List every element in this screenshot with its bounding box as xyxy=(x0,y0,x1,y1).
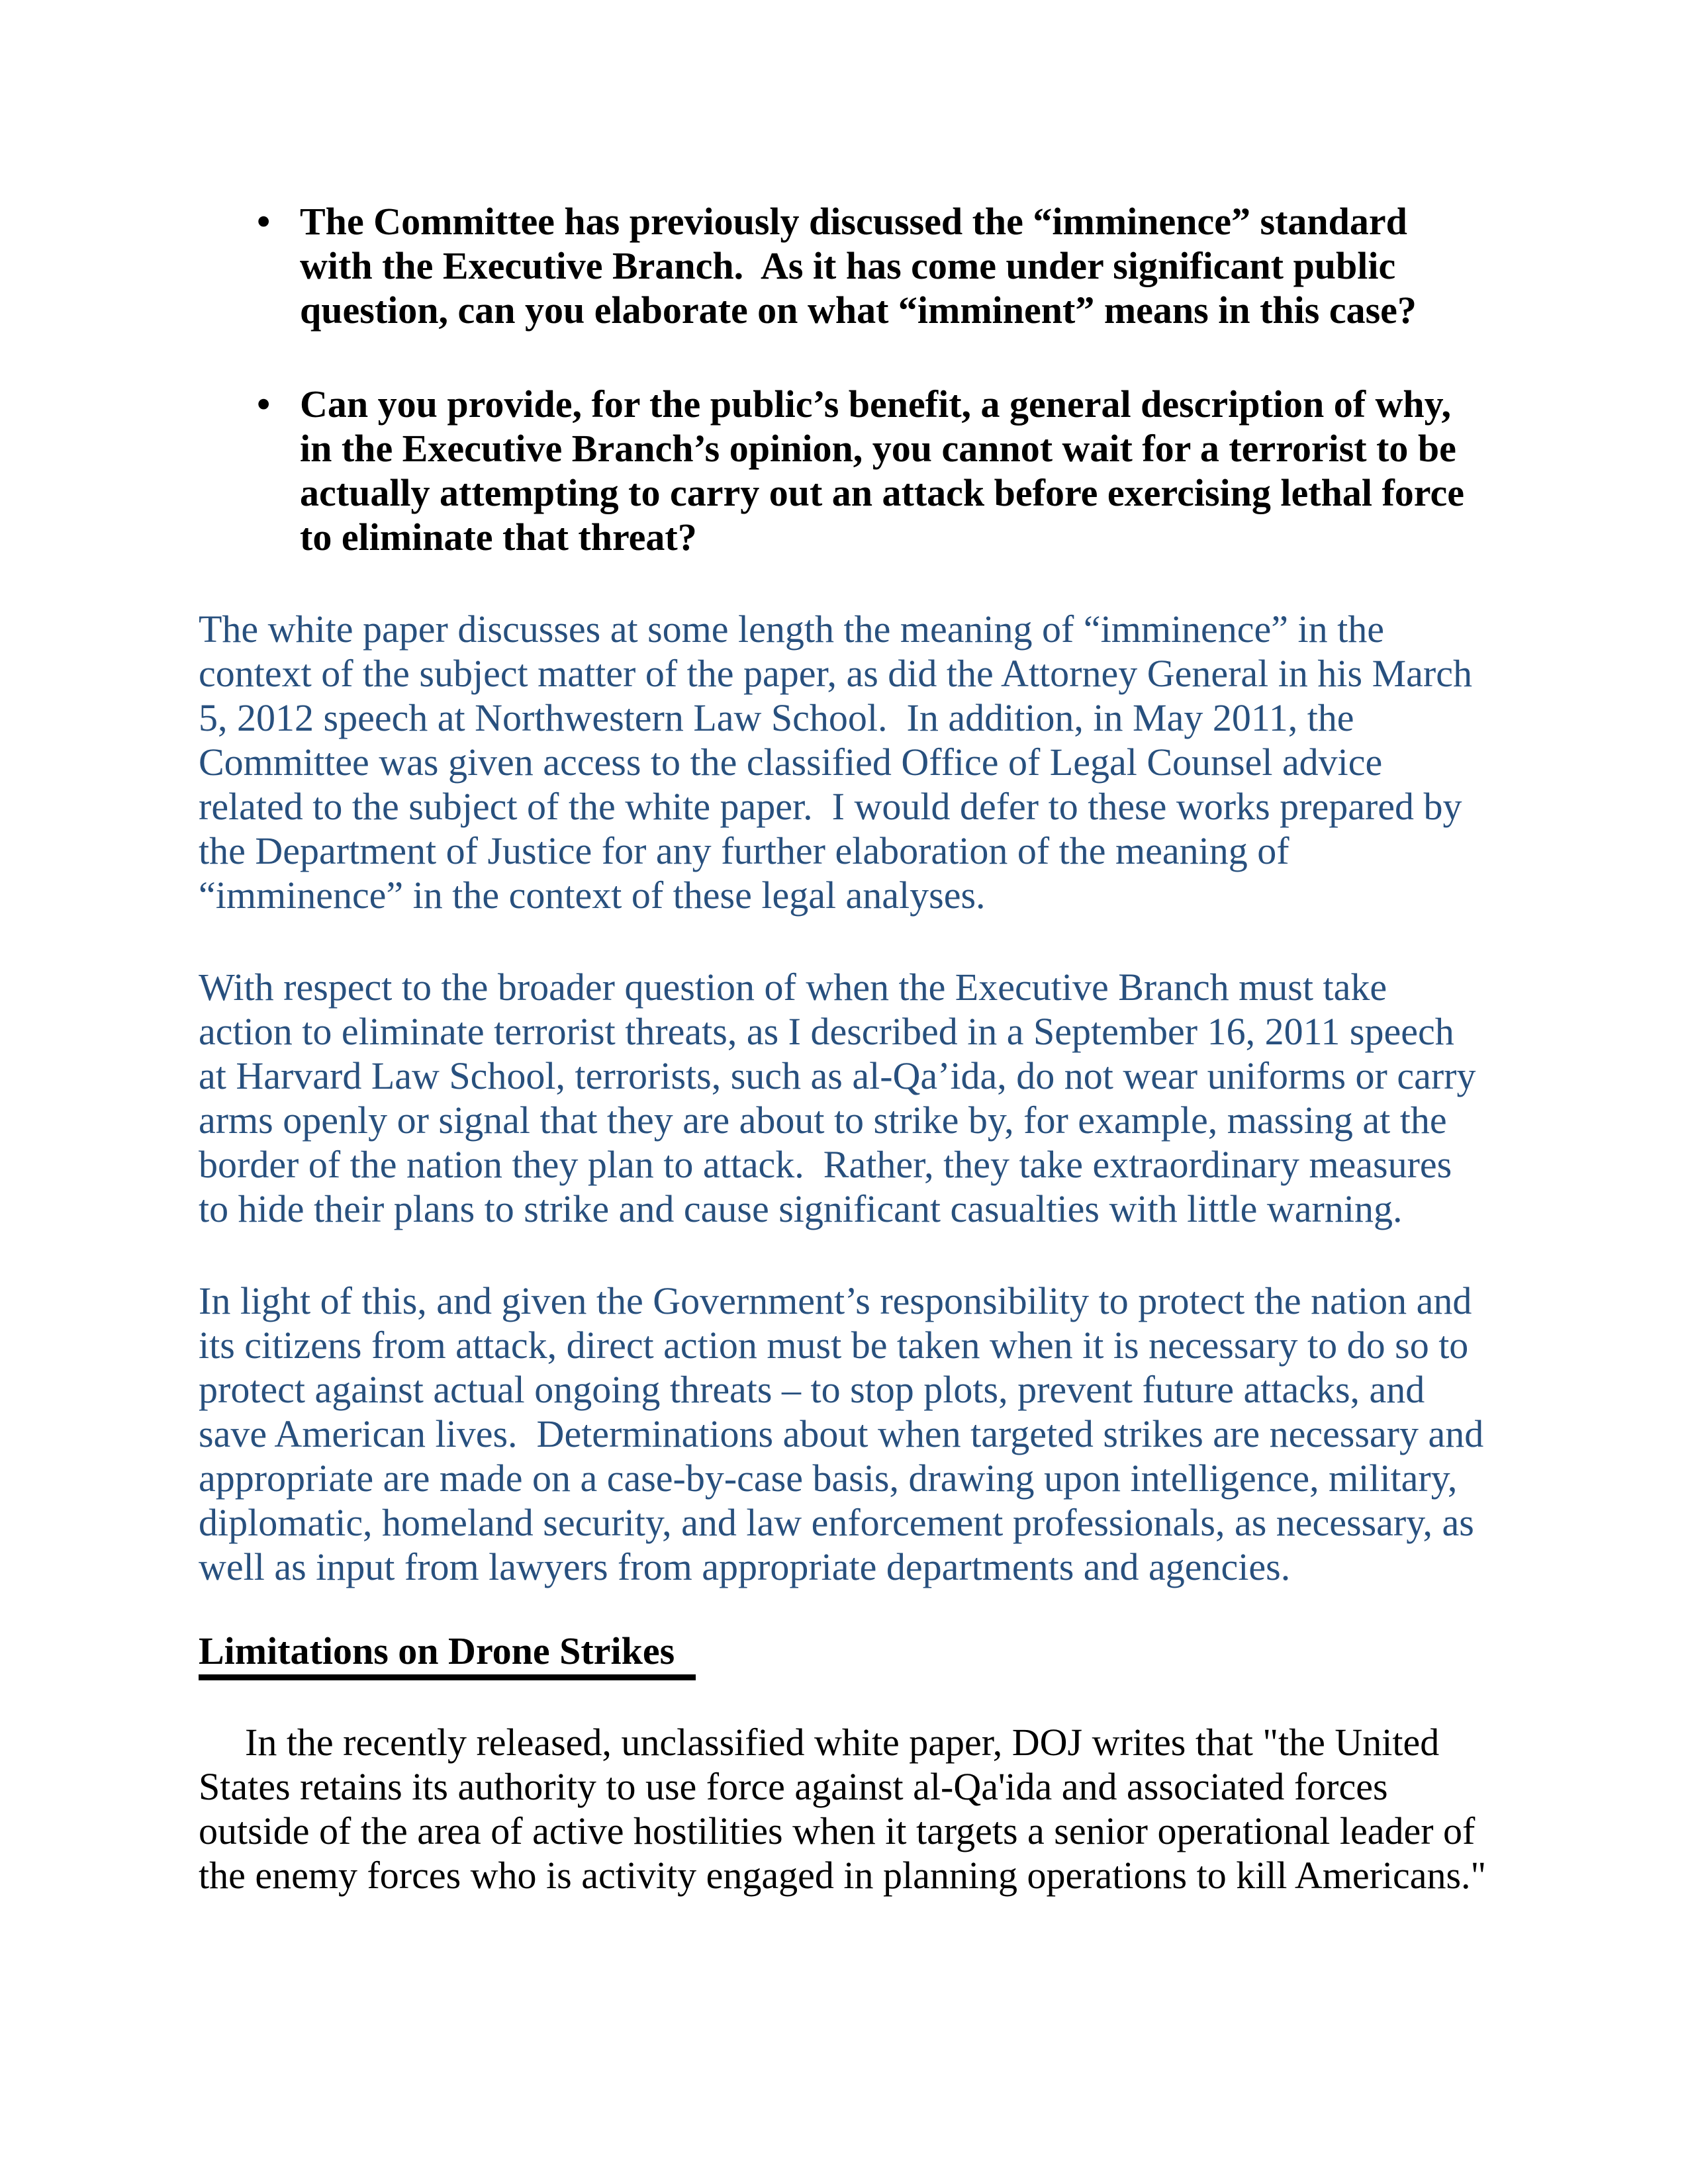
bullet-question-text: The Committee has previously discussed the “imminence” standard with the Executive Branch. As it has come under significant public question, can you elaborate on what “imminent” means in this case? xyxy=(300,200,1417,332)
bullet-question-text: Can you provide, for the public’s benefit, a general description of why, in the Executive Branch’s opinion, you cannot wait for a terrorist to be actually attempting to carry out an attack before exercising lethal force to eliminate that threat? xyxy=(300,383,1474,559)
response-paragraph-broader-question: With respect to the broader question of when the Executive Branch must take action to eliminate terrorist threats, as I described in a September 16, 2011 speech at Harvard Law School, terrorists, such as al-Qa’ida, do not wear uniforms or carry arms openly or signal that they are about to strike by, for example, massing at the border of the nation they plan to attack. Rather, they take extraordinary measures to hide their plans to strike and cause significant casualties with little warning. xyxy=(199,966,1485,1230)
closing-paragraph-doj-white-paper: In the recently released, unclassified white paper, DOJ writes that "the United States retains its authority to use force against al-Qa'ida and associated forces outside of the area of active hostilities when it targets a senior operational leader of the enemy forces who is activity engaged in planning operations to kill Americans." xyxy=(199,1721,1487,1897)
response-paragraph-direct-action: In light of this, and given the Government’s responsibility to protect the nation and its citizens from attack, direct action must be taken when it is necessary to do so to protect against actual ongoing threats – to stop plots, prevent future attacks, and save American lives. Determinations about when targeted strikes are necessary and appropriate are made on a case-by-case basis, drawing upon intelligence, military, diplomatic, homeland security, and law enforcement professionals, as necessary, as well as input from lawyers from appropriate departments and agencies. xyxy=(199,1279,1493,1588)
bullet-icon: • xyxy=(257,200,271,243)
section-heading-limitations xyxy=(199,1629,1503,1680)
question-bullet-list xyxy=(199,199,1503,559)
bullet-question-imminence xyxy=(257,199,1485,332)
bullet-icon: • xyxy=(257,383,271,426)
response-paragraph-imminence: The white paper discusses at some length the meaning of “imminence” in the context of the subject matter of the paper, as did the Attorney General in his March 5, 2012 speech at Northwestern Law School. In addition, in May 2011, the Committee was given access to the classified Office of Legal Counsel advice related to the subject of the white paper. I would defer to these works prepared by the Department of Justice for any further elaboration of the meaning of “imminence” in the context of these legal analyses. xyxy=(199,608,1482,917)
bullet-question-lethal-force xyxy=(257,382,1485,559)
section-heading-text: Limitations on Drone Strikes xyxy=(199,1629,696,1680)
